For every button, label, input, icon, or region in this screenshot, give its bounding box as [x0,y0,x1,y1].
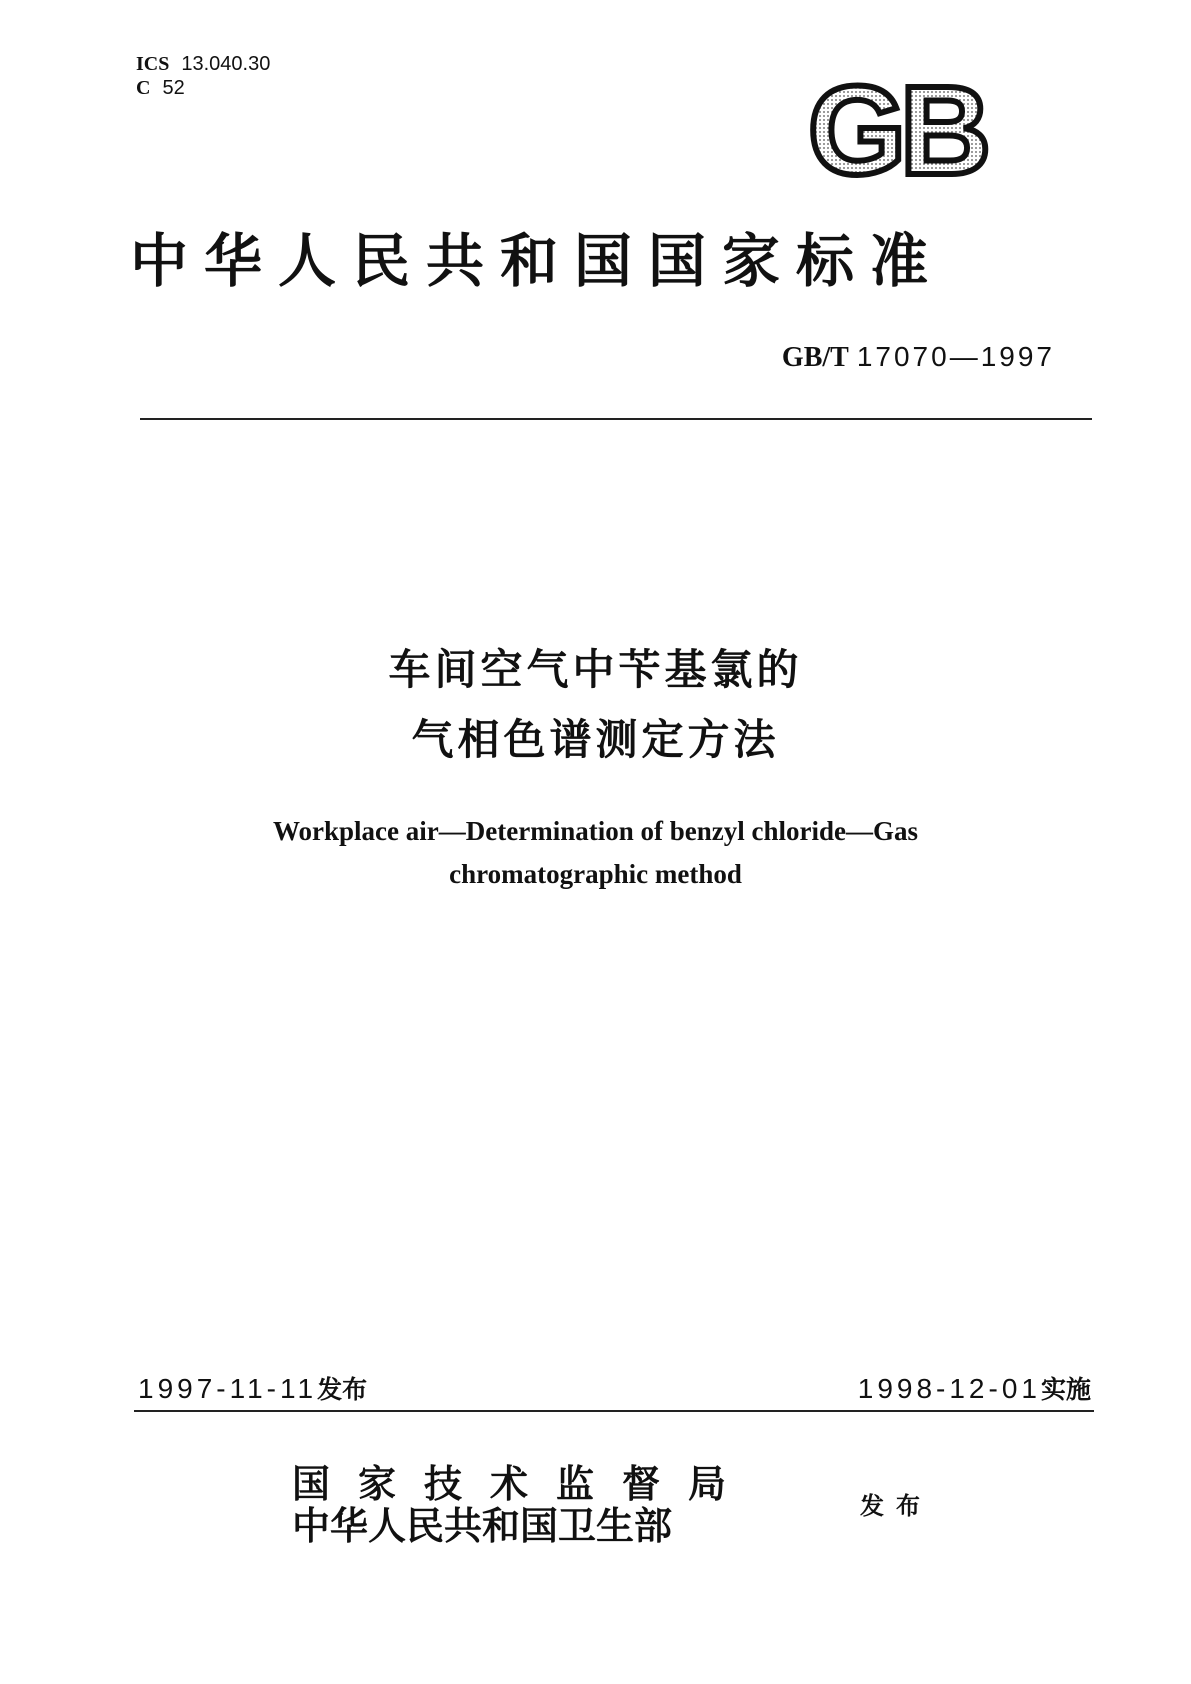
implementation-date-value: 1998-12-01 [857,1373,1041,1404]
svg-text:GB: GB [808,74,985,186]
issuer-line2: 中华人民共和国卫生部 [292,1503,673,1548]
issue-date-value: 1997-11-11 [138,1373,318,1404]
ics-label: ICS [136,53,170,75]
top-divider [140,418,1092,420]
c-code [136,76,270,100]
issue-date [138,1370,367,1406]
standard-code [782,340,1055,374]
title-cn-line2: 气相色谱测定方法 [411,715,780,764]
gb-logo-icon [802,74,1016,186]
c-value: 52 [162,77,185,99]
title-cn-line1: 车间空气中苄基氯的 [388,645,803,694]
standard-prefix: GB/T [781,342,849,373]
issuer-line1: 国家技术监督局 [292,1461,755,1506]
standard-number: 17070—1997 [856,341,1055,372]
implementation-date-label: 实施 [1040,1375,1091,1404]
classification-codes [136,52,270,100]
implementation-date [858,1370,1091,1406]
issue-date-label: 发布 [317,1375,368,1404]
title-en-line2: chromatographic method [449,859,742,889]
ics-value: 13.040.30 [181,53,271,75]
title-en-line1: Workplace air—Determination of benzyl chloride—Gas [273,816,918,846]
ics-code [136,52,270,76]
c-label: C [136,77,151,99]
main-title: 中华人民共和国国家标准 [130,227,945,295]
publish-label: 发布 [860,1492,932,1520]
bottom-divider [134,1410,1094,1412]
